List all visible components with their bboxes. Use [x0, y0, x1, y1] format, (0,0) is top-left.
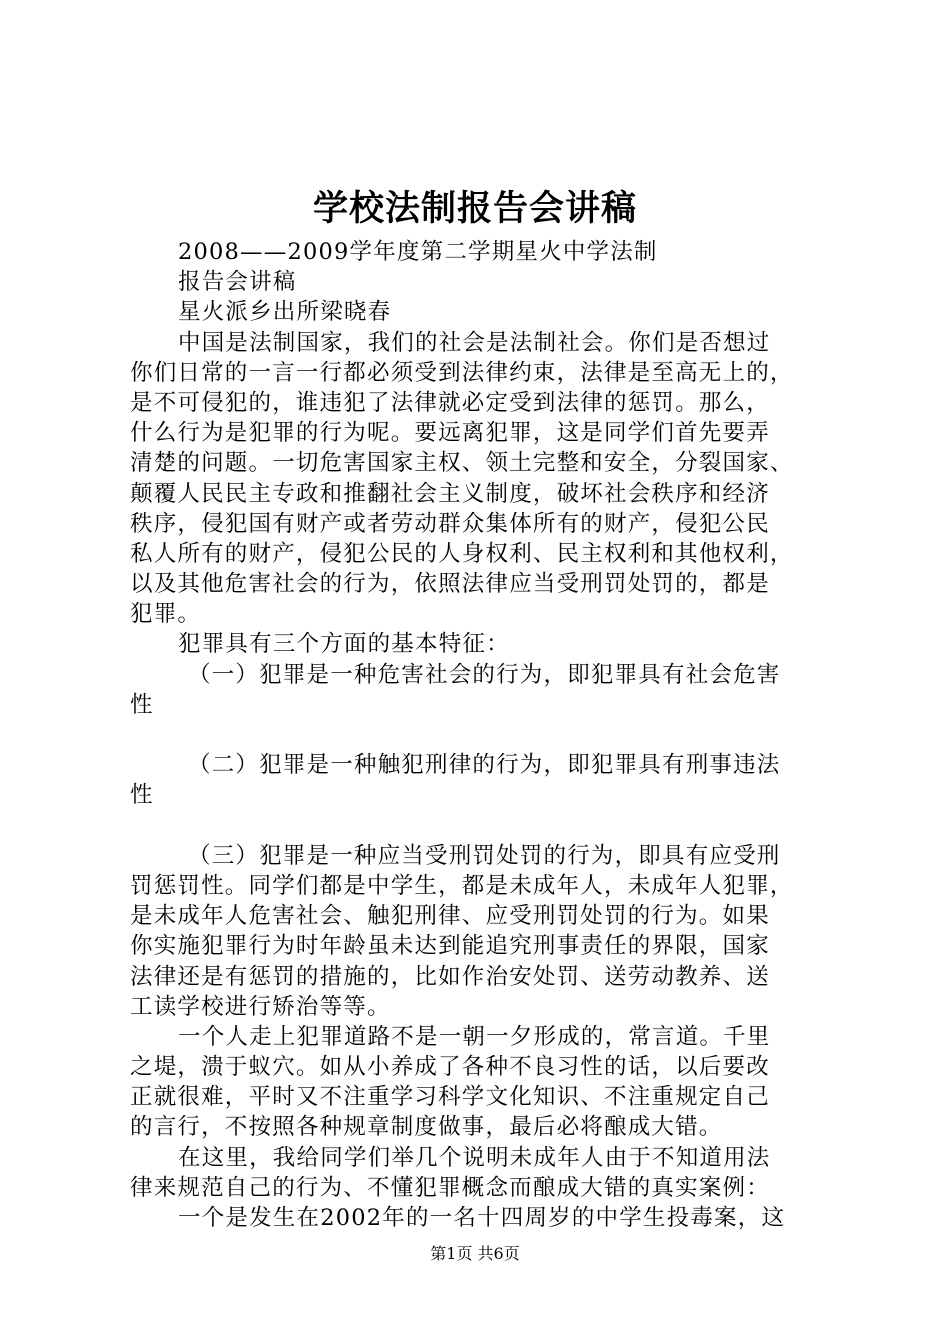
text-line: 中国是法制国家，我们的社会是法制社会。你们是否想过 — [178, 329, 771, 356]
text-line: 性 — [130, 691, 154, 718]
text-line: 报告会讲稿 — [178, 269, 297, 296]
text-line: 一个是发生在2002年的一名十四周岁的中学生投毒案，这 — [178, 1205, 786, 1231]
text-line: 以及其他危害社会的行为，依照法律应当受刑罚处罚的，都是 — [130, 571, 770, 598]
text-line: 一个人走上犯罪道路不是一朝一夕形成的，常言道。千里 — [178, 1023, 771, 1050]
text-line: 法律还是有惩罚的措施的，比如作治安处罚、送劳动教养、送 — [130, 963, 770, 990]
text-line: 2008——2009学年度第二学期星火中学法制 — [178, 239, 658, 265]
text-line: 清楚的问题。一切危害国家主权、领土完整和安全，分裂国家、 — [130, 450, 794, 477]
document-title: 学校法制报告会讲稿 — [312, 188, 637, 229]
text-line: 犯罪具有三个方面的基本特征： — [178, 631, 510, 658]
text-line: 犯罪。 — [130, 601, 202, 628]
text-line: 秩序，侵犯国有财产或者劳动群众集体所有的财产，侵犯公民 — [130, 510, 770, 537]
text-line: 性 — [130, 782, 154, 809]
text-line: 你实施犯罪行为时年龄虽未达到能追究刑事责任的界限，国家 — [130, 933, 770, 960]
text-line: 正就很难，平时又不注重学习科学文化知识、不注重规定自己 — [130, 1084, 770, 1111]
paragraph-gap — [130, 811, 830, 841]
text-line: 颠覆人民民主专政和推翻社会主义制度，破坏社会秩序和经济 — [130, 480, 770, 507]
text-line: 是不可侵犯的，谁违犯了法律就必定受到法律的惩罚。那么， — [130, 389, 770, 416]
document-body — [130, 237, 830, 1233]
text-line: 的言行，不按照各种规章制度做事，最后必将酿成大错。 — [130, 1114, 723, 1141]
text-line: 工读学校进行矫治等等。 — [130, 993, 391, 1020]
text-line: 律来规范自己的行为、不懂犯罪概念而酿成大错的真实案例： — [130, 1174, 770, 1201]
paragraph-gap — [130, 720, 830, 750]
text-line: 在这里，我给同学们举几个说明未成年人由于不知道用法 — [178, 1144, 771, 1171]
text-line: 什么行为是犯罪的行为呢。要远离犯罪，这是同学们首先要弄 — [130, 420, 770, 447]
text-line: 罚惩罚性。同学们都是中学生，都是未成年人，未成年人犯罪， — [130, 872, 794, 899]
text-line: 是未成年人危害社会、触犯刑律、应受刑罚处罚的行为。如果 — [130, 903, 770, 930]
text-line: （三）犯罪是一种应当受刑罚处罚的行为，即具有应受刑 — [188, 842, 781, 869]
text-line: 之堤，溃于蚁穴。如从小养成了各种不良习性的话，以后要改 — [130, 1054, 770, 1081]
text-line: （一）犯罪是一种危害社会的行为，即犯罪具有社会危害 — [188, 661, 781, 688]
text-line: 私人所有的财产，侵犯公民的人身权利、民主权利和其他权利， — [130, 540, 794, 567]
text-line: 你们日常的一言一行都必须受到法律约束，法律是至高无上的， — [130, 359, 794, 386]
text-line: 星火派乡出所梁晓春 — [178, 299, 392, 326]
text-line: （二）犯罪是一种触犯刑律的行为，即犯罪具有刑事违法 — [188, 752, 781, 779]
page-footer: 第1页 共6页 — [430, 1244, 520, 1263]
